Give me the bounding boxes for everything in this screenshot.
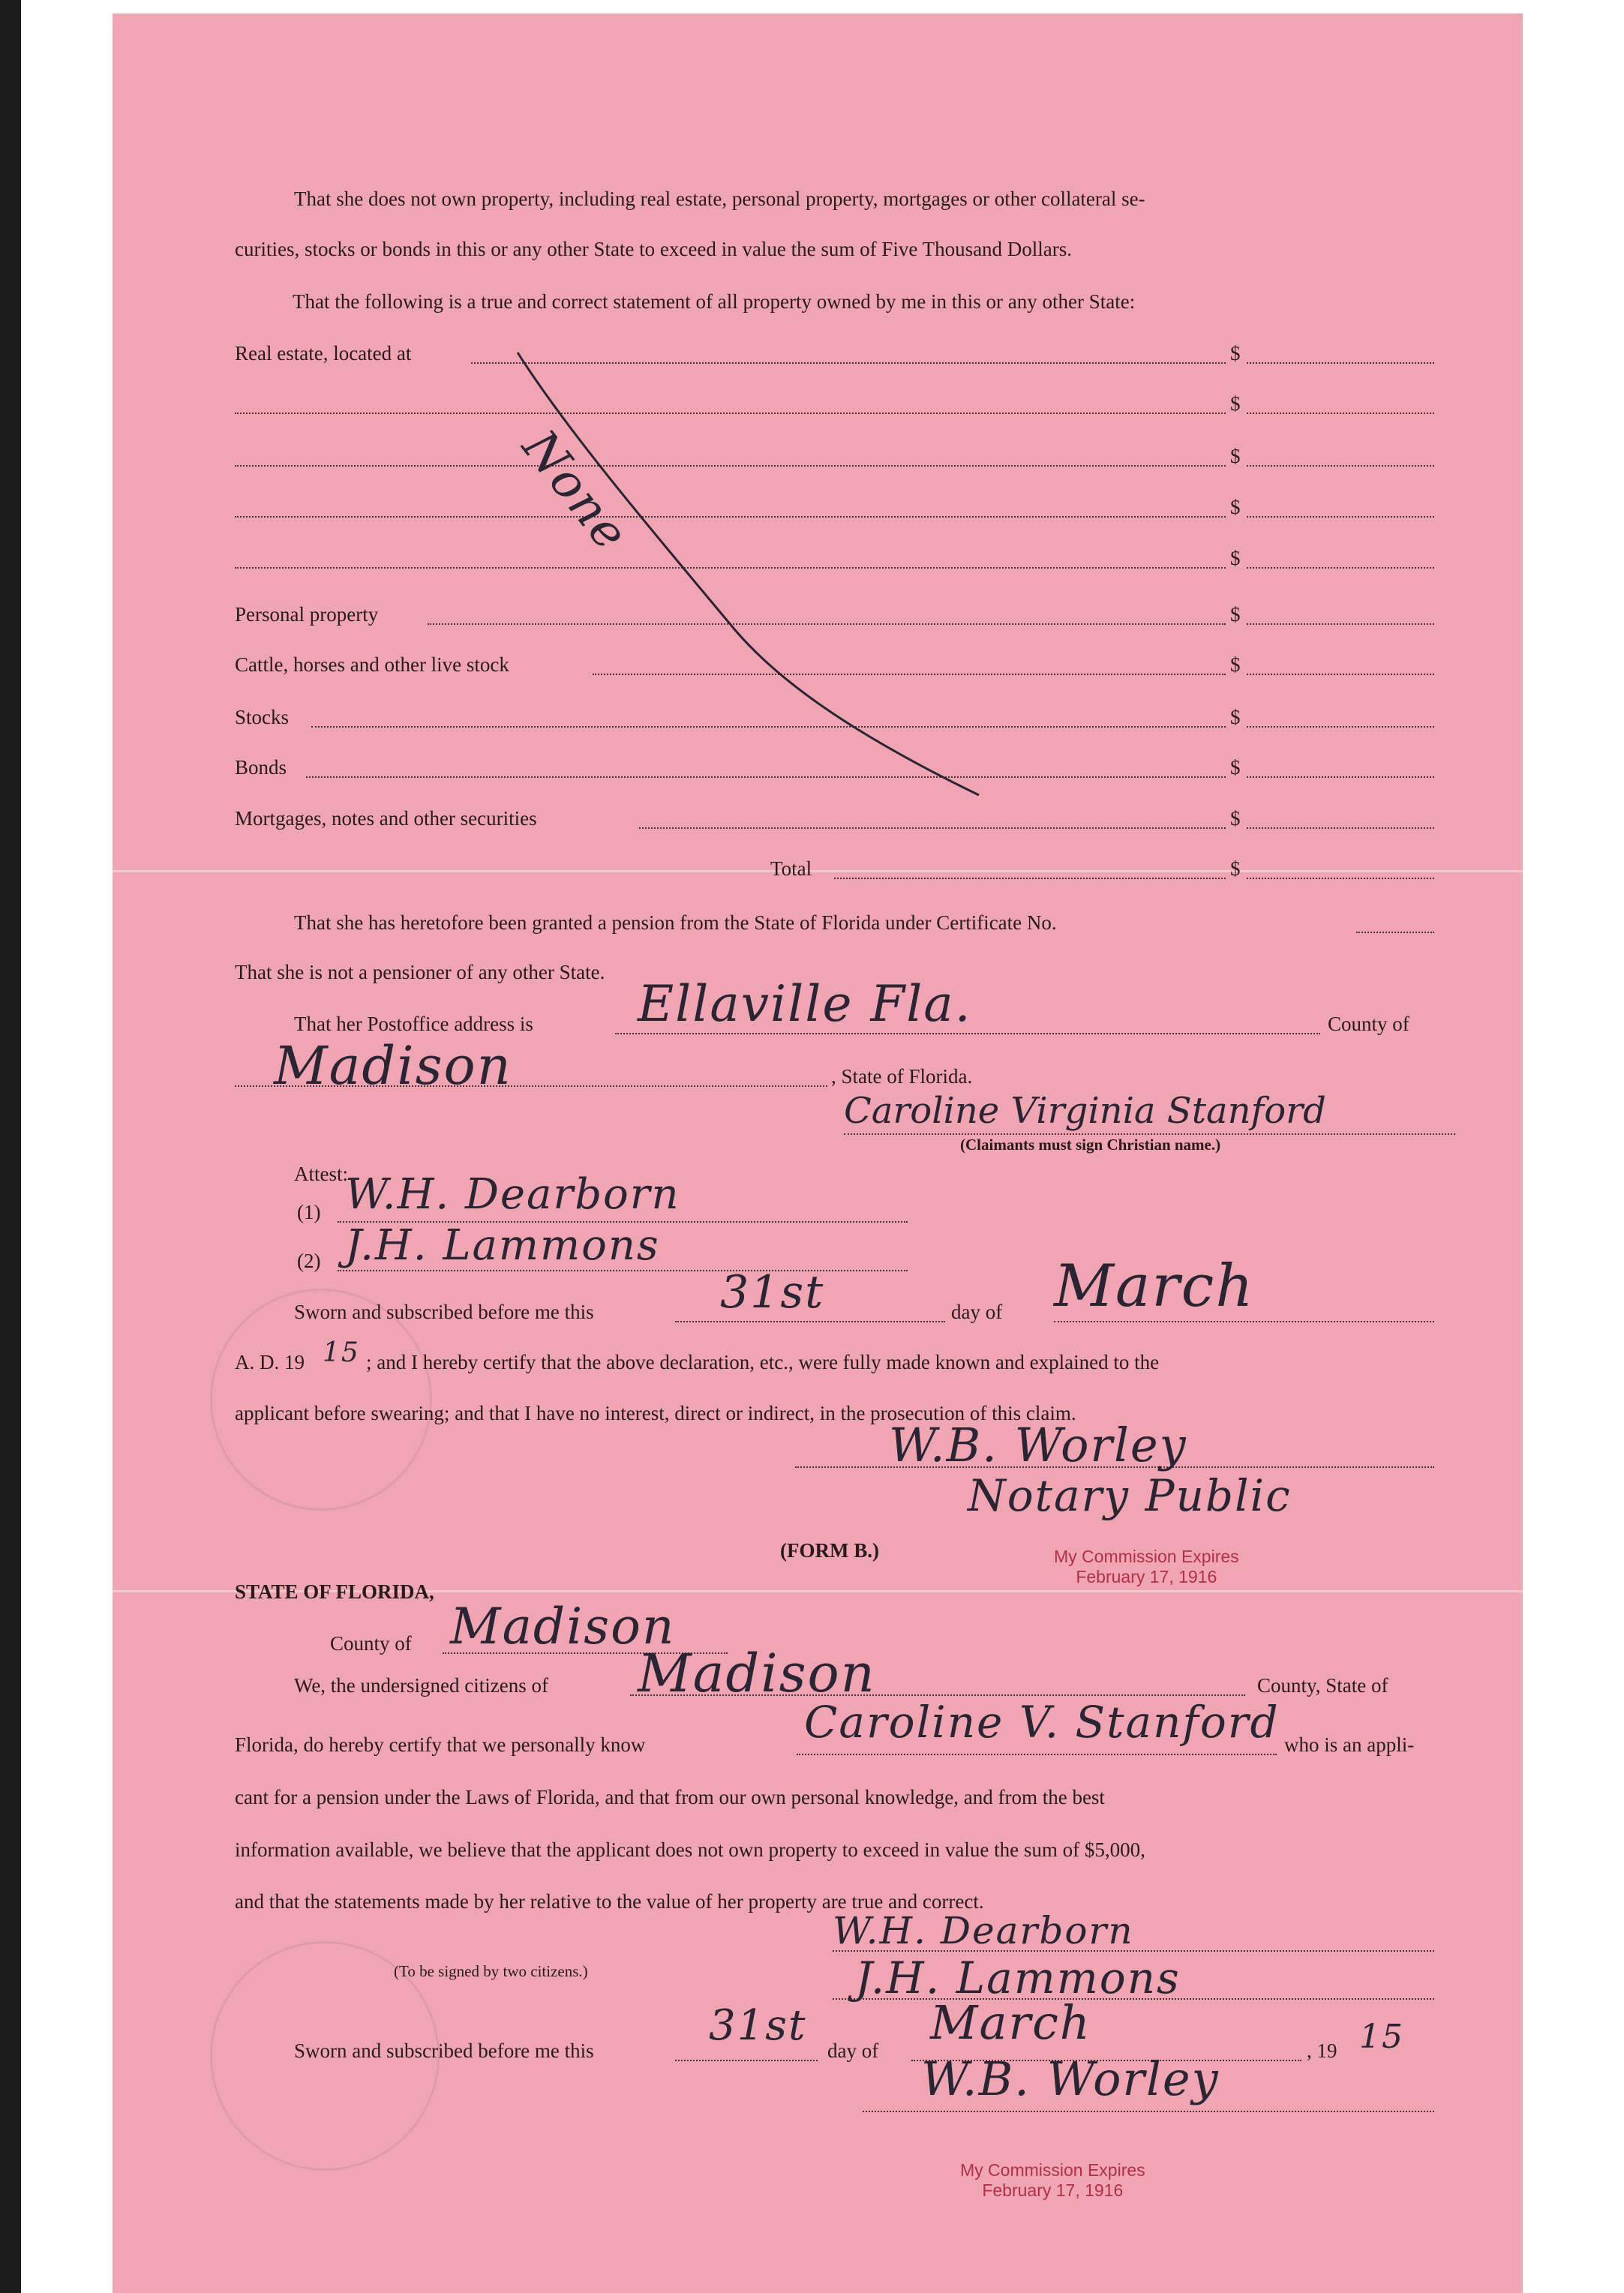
mortgages-value-line [1247,827,1434,829]
commission-stamp-line2: February 17, 1916 [1076,1567,1217,1586]
real-estate-value-line [1247,362,1434,364]
commission-stamp-line1: My Commission Expires [1054,1547,1239,1566]
form-b-day-line [675,2060,818,2061]
sworn-day-line [675,1321,945,1322]
claimant-note: (Claimants must sign Christian name.) [960,1136,1221,1154]
county-of-label: County of [1328,1013,1409,1035]
citizen-signature-1: W.H. Dearborn [833,1909,1134,1952]
claimant-signature: Caroline Virginia Stanford [844,1090,1326,1132]
sworn-day-value: 31st [720,1266,825,1319]
paragraph-line: That she does not own property, including real estate, personal property, mortgages or other collateral se- [294,188,1145,210]
postoffice-value: Ellaville Fla. [638,975,972,1033]
livestock-value-line [1247,674,1434,675]
scanner-edge [0,0,21,2293]
paper-fold [113,870,1523,872]
day-of-label: day of [951,1301,1003,1323]
ad-year-value: 15 [323,1337,360,1368]
dollar-sign: $ [1230,653,1241,676]
form-b-notary-signature: W.B. Worley [921,2051,1220,2106]
form-b-county-value: Madison [450,1598,676,1655]
form-b-month-value: March [930,1995,1091,2050]
know-value: Caroline V. Stanford [804,1697,1280,1748]
commission-stamp [1054,1547,1239,1587]
paragraph-line: curities, stocks or bonds in this or any other State to exceed in value the sum of Five Thousand Dollars. [235,238,1073,260]
real-estate-label: Real estate, located at [235,342,412,365]
mortgages-line [639,827,1226,829]
form-b-year-label: , 19 [1307,2039,1337,2062]
applicant-statement: applicant before swearing; and that I have no interest, direct or indirect, in the prosecution of this claim. [235,1402,1076,1424]
postoffice-label: That her Postoffice address is [294,1013,533,1035]
form-b-sworn-label: Sworn and subscribed before me this [294,2039,594,2062]
dollar-sign: $ [1230,603,1241,626]
livestock-label: Cattle, horses and other live stock [235,653,509,676]
form-b-day-of-label: day of [827,2039,879,2062]
sworn-month-value: March [1054,1253,1255,1320]
real-estate-value-line [1247,465,1434,467]
real-estate-value-line [1247,413,1434,414]
dollar-sign: $ [1230,496,1241,518]
certify-statement: ; and I hereby certify that the above declaration, etc., were fully made known and explained to the [366,1351,1160,1373]
county-state-label: County, State of [1257,1674,1388,1697]
commission-stamp-2-line1: My Commission Expires [960,2160,1145,2180]
strike-through-line [510,345,990,810]
form-b-paragraph-line: and that the statements made by her relative to the value of her property are true and correct. [235,1890,984,1913]
form-b-day-value: 31st [709,2001,807,2050]
real-estate-value-line [1247,567,1434,569]
form-b-year-value: 15 [1359,2018,1404,2056]
commission-stamp-2-line2: February 17, 1916 [982,2180,1124,2200]
state-of-florida-heading: STATE OF FLORIDA, [235,1580,434,1603]
personal-property-value-line [1247,623,1434,625]
total-label: Total [770,857,812,880]
dollar-sign: $ [1230,756,1241,779]
commission-stamp-2 [960,2160,1145,2201]
attest-number-2: (2) [297,1250,321,1272]
citizen-signature-2: J.H. Lammons [855,1952,1181,2003]
dollar-sign: $ [1230,857,1241,880]
real-estate-value-line [1247,516,1434,518]
state-of-florida-label: , State of Florida. [831,1065,973,1088]
citizen-signature-line-1 [833,1950,1434,1952]
form-b-notary-line [863,2111,1434,2112]
sworn-before-label: Sworn and subscribed before me this [294,1301,594,1323]
not-pensioner-statement: That she is not a pensioner of any other State. [235,961,605,983]
total-line [834,878,1226,879]
citizens-label: We, the undersigned citizens of [294,1674,548,1697]
notary-signature: W.B. Worley [889,1418,1187,1472]
form-b-county-label: County of [330,1632,412,1655]
form-b-heading: (FORM B.) [780,1539,879,1562]
citizen-signature-line-2 [833,1998,1434,2000]
who-applicant-label: who is an appli- [1284,1733,1415,1756]
citizens-value: Madison [638,1643,876,1704]
county-value: Madison [274,1035,512,1097]
dollar-sign: $ [1230,706,1241,728]
attest-number-1: (1) [297,1201,321,1223]
know-line [797,1754,1277,1755]
stocks-label: Stocks [235,706,290,728]
dollar-sign: $ [1230,342,1241,365]
certificate-number-line [1356,932,1434,933]
dollar-sign: $ [1230,807,1241,830]
postoffice-line [615,1033,1320,1034]
attest-signature-2: J.H. Lammons [345,1221,660,1270]
form-b-paragraph-line: information available, we believe that the applicant does not own property to exceed in value the sum of $5,000, [235,1838,1145,1861]
ad-year-label: A. D. 19 [235,1351,305,1373]
know-label: Florida, do hereby certify that we personally know [235,1733,646,1756]
certificate-statement: That she has heretofore been granted a pension from the State of Florida under Certificate No. [294,911,1057,934]
total-value-line [1247,878,1434,879]
form-b-paragraph-line: cant for a pension under the Laws of Florida, and that from our own personal knowledge, and from the best [235,1786,1105,1808]
notary-title: Notary Public [968,1470,1292,1521]
attest-label: Attest: [294,1163,348,1185]
bonds-label: Bonds [235,756,287,779]
personal-property-label: Personal property [235,603,379,626]
attest-signature-1: W.H. Dearborn [345,1170,680,1219]
dollar-sign: $ [1230,445,1241,467]
dollar-sign: $ [1230,392,1241,415]
paragraph-line: That the following is a true and correct statement of all property owned by me in this or any other State: [293,290,1136,313]
sworn-month-line [1054,1321,1434,1322]
handwritten-none: None [511,420,639,562]
mortgages-label: Mortgages, notes and other securities [235,807,537,830]
signed-by-two-note: (To be signed by two citizens.) [394,1962,588,1980]
bonds-value-line [1247,776,1434,778]
stocks-value-line [1247,726,1434,728]
dollar-sign: $ [1230,547,1241,569]
